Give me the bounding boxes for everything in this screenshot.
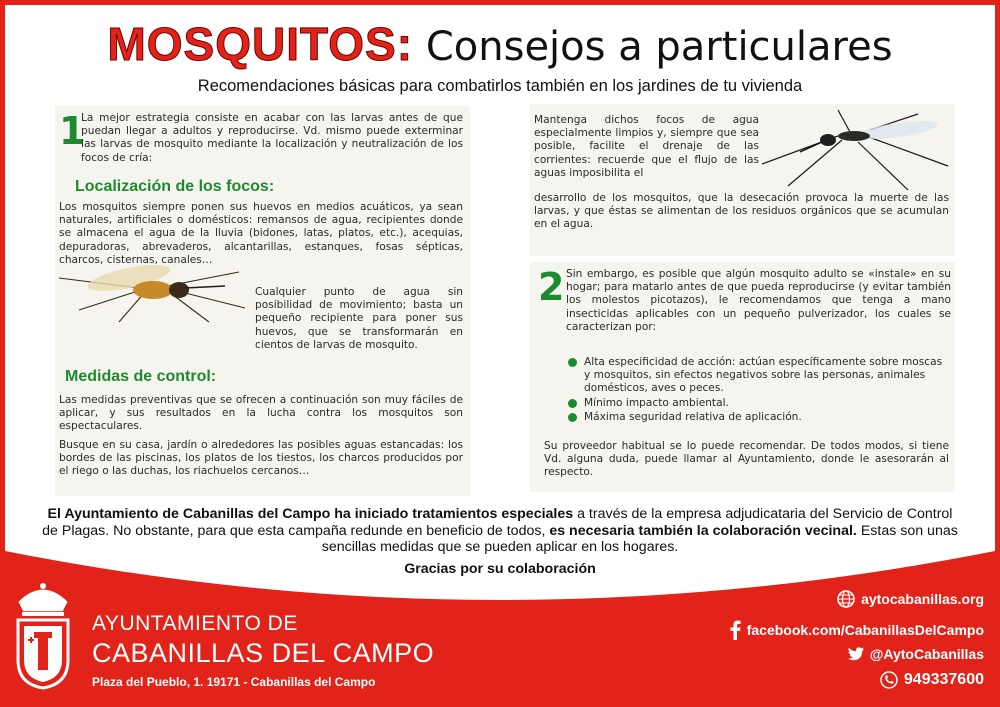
right-bottom-intro: Sin embargo, es posible que algún mosquito adulto se «instale» en su hogar; para matarlo antes de que pueda reproducirse (y evitar también los molestos picotazos), le recomendamos que tenga a mano insecticidas aplicables con un pequeño pulverizador, los cuales se caracterizan por: [566,268,951,333]
bullet-icon [568,399,577,408]
step-number-1: 1 [59,109,86,153]
list-item: Mínimo impacto ambiental. [566,397,951,410]
contact-twitter[interactable]: @AytoCabanillas [848,646,984,662]
thanks-text: Gracias por su colaboración [404,561,596,577]
medidas-heading: Medidas de control: [65,368,217,385]
phone-icon [880,671,898,689]
medidas-text-1: Las medidas preventivas que se ofrecen a continuación son muy fáciles de aplicar, y sus resultados en la lucha contra los mosquitos son espectaculares. [59,394,463,433]
mosquito-illustration-right [758,106,954,192]
facebook-icon [729,620,741,640]
characteristics-list [566,356,951,425]
title-rest: Consejos a particulares [425,24,893,70]
globe-icon [837,590,855,608]
page-title [0,16,1000,75]
medidas-text-2: Busque en su casa, jardín o alrededores las posibles aguas estancadas: los bordes de las piscinas, los platos de los tiestos, los charcos producidos por el riego o las duchas, los riachuelos cercanos… [59,439,463,478]
campaign-text: El Ayuntamiento de Cabanillas del Campo ha iniciado tratamientos especiales a través de la empresa adjudicataria del Servicio de Control de Plagas. No obstante, para que esta campaña redunde en beneficio de todos, es necesaria también la colaboración vecinal. Estas son unas sencillas medidas que se pueden aplicar en los hogares. [42,506,958,556]
right-top-text-a: Mantenga dichos focos de agua especialmente limpios y, siempre que sea posible, facilite el drenaje de las corrientes: recuerde que el flujo de las aguas imposibilita el [534,114,759,179]
crest-logo [12,580,74,690]
right-top-text-b: desarrollo de los mosquitos, que la desecación provoca la muerte de las larvas, y que éstas se alimentan de los residuos orgánicos que se acumulan en el agua. [534,192,949,231]
bullet-icon [568,358,577,367]
right-bottom-closing: Su proveedor habitual se lo puede recomendar. De todos modos, si tiene Vd. alguna duda, puede llamar al Ayuntamiento, donde le asesorarán al respecto. [544,440,949,479]
bullet-icon [568,413,577,422]
step-number-2: 2 [538,265,565,309]
footer-org-line1: AYUNTAMIENTO DE [92,612,298,635]
mosquito-illustration-left [49,248,249,324]
localizacion-text: Los mosquitos siempre ponen sus huevos en medios acuáticos, ya sean naturales, artificiales o domésticos: remansos de agua, recipientes donde se almacena el agua de la lluvia (bidones, latas, platos, etc.), acequias, depuradoras, abrevaderos, alcantarillas, estanques, fosas sépticas, charcos, cisternas, canales… [59,201,463,266]
contact-phone[interactable]: 949337600 [880,671,984,689]
twitter-icon [848,647,864,661]
right-top-panel [530,104,955,256]
localizacion-text-2: Cualquier punto de agua sin posibilidad de movimiento; basta un pequeño recipiente para poner sus huevos, que se transformarán en cientos de larvas de mosquito. [255,286,463,351]
localizacion-heading: Localización de los focos: [75,178,275,195]
list-item: Máxima seguridad relativa de aplicación. [566,411,951,424]
footer-org-line2: CABANILLAS DEL CAMPO [92,638,435,668]
list-item: Alta especificidad de acción: actúan específicamente sobre moscas y mosquitos, sin efectos negativos sobre las personas, animales domésticos, aves o peces. [566,356,951,396]
left-panel [55,106,470,496]
footer-address: Plaza del Pueblo, 1. 19171 - Cabanillas del Campo [92,675,376,689]
title-highlight: MOSQUITOS: [107,18,414,70]
page-subtitle: Recomendaciones básicas para combatirlos también en los jardines de tu vivienda [197,77,803,95]
right-bottom-panel [530,262,955,492]
left-intro: La mejor estrategia consiste en acabar con las larvas antes de que puedan llegar a adultos y reproducirse. Vd. mismo puede exterminar las larvas de mosquito mediante la localización y neutralización de los focos de cría: [81,112,463,164]
contact-web[interactable]: aytocabanillas.org [837,590,984,608]
contact-facebook[interactable]: facebook.com/CabanillasDelCampo [729,620,984,640]
